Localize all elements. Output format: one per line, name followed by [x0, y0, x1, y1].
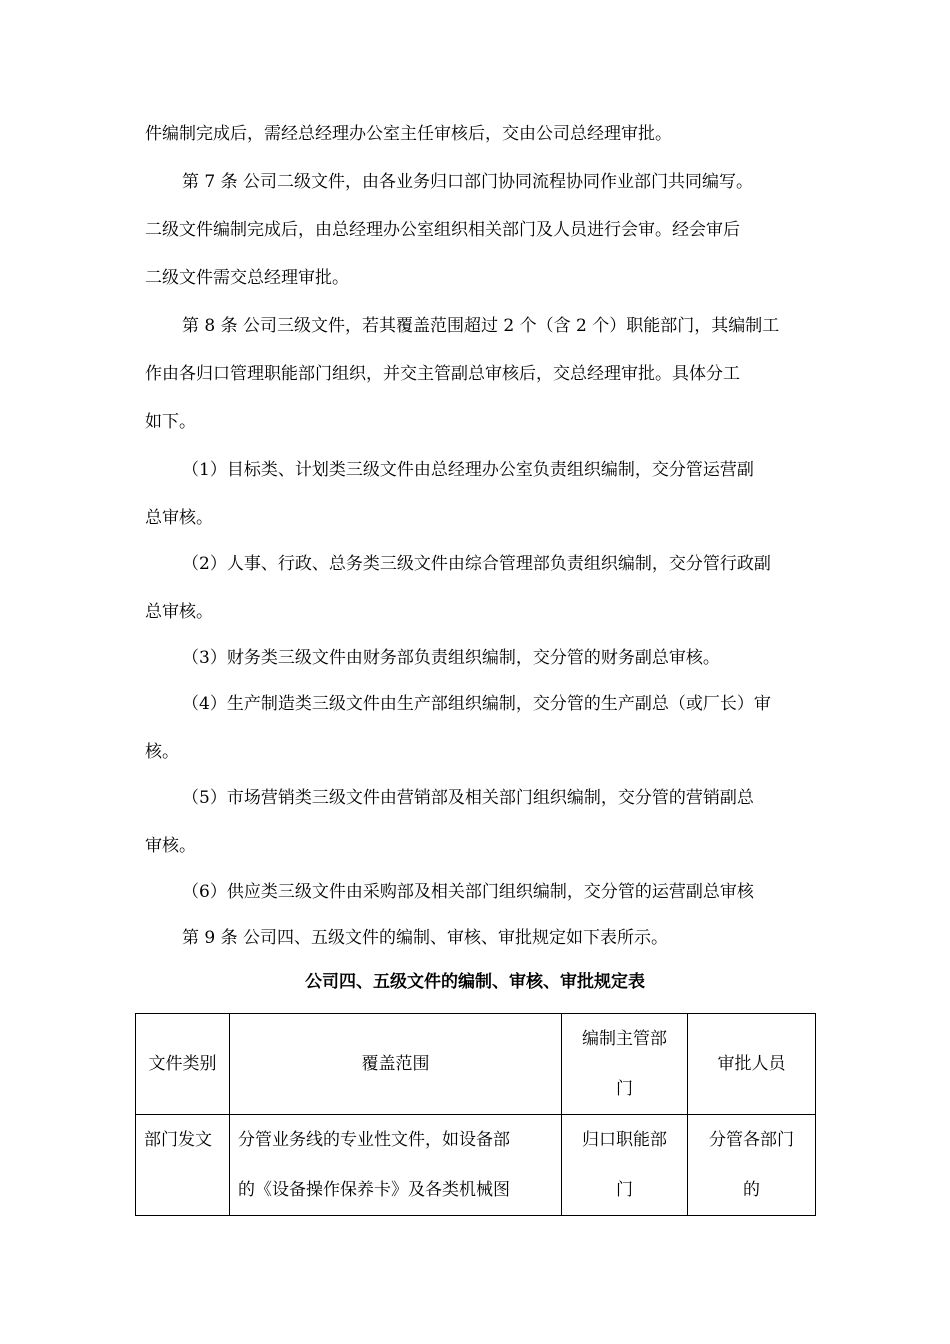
- list-item-1: （1）目标类、计划类三级文件由总经理办公室负责组织编制，交分管运营副: [182, 460, 754, 480]
- header-dept-line1: 编制主管部: [582, 1029, 667, 1049]
- header-dept-line2: 门: [616, 1079, 633, 1099]
- cell-category: 部门发文: [136, 1115, 230, 1216]
- article-8: 第 8 条 公司三级文件，若其覆盖范围超过 2 个（含 2 个）职能部门，其编制工: [182, 316, 780, 336]
- cell-approver-line1: 分管各部门: [709, 1130, 794, 1150]
- article-9: 第 9 条 公司四、五级文件的编制、审核、审批规定如下表所示。: [182, 928, 669, 948]
- table-header-row: [136, 1014, 816, 1115]
- cell-scope-line1: 分管业务线的专业性文件，如设备部: [238, 1130, 510, 1150]
- list-item-4: （4）生产制造类三级文件由生产部组织编制，交分管的生产副总（或厂长）审: [182, 694, 771, 714]
- paragraph-line: 件编制完成后，需经总经理办公室主任审核后，交由公司总经理审批。: [145, 124, 672, 144]
- regulation-table: [135, 1013, 816, 1216]
- table-title: 公司四、五级文件的编制、审核、审批规定表: [305, 972, 645, 992]
- paragraph-line: 总审核。: [145, 602, 213, 622]
- cell-approver-line2: 的: [743, 1180, 760, 1200]
- cell-approver: [688, 1115, 816, 1216]
- table-row: [136, 1115, 816, 1216]
- cell-scope-line2: 的《设备操作保养卡》及各类机械图: [238, 1180, 510, 1200]
- paragraph-line: 作由各归口管理职能部门组织，并交主管副总审核后，交总经理审批。具体分工: [145, 364, 740, 384]
- paragraph-line: 核。: [145, 742, 179, 762]
- paragraph-line: 总审核。: [145, 508, 213, 528]
- cell-scope: [230, 1115, 562, 1216]
- cell-dept: [562, 1115, 688, 1216]
- list-item-6: （6）供应类三级文件由采购部及相关部门组织编制，交分管的运营副总审核: [182, 882, 754, 902]
- paragraph-line: 二级文件需交总经理审批。: [145, 268, 349, 288]
- cell-dept-line2: 门: [616, 1180, 633, 1200]
- header-dept: [562, 1014, 688, 1115]
- header-approver: 审批人员: [688, 1014, 816, 1115]
- paragraph-line: 如下。: [145, 412, 196, 432]
- list-item-3: （3）财务类三级文件由财务部负责组织编制，交分管的财务副总审核。: [182, 648, 720, 668]
- cell-dept-line1: 归口职能部: [582, 1130, 667, 1150]
- paragraph-line: 审核。: [145, 836, 196, 856]
- header-category: 文件类别: [136, 1014, 230, 1115]
- header-scope: 覆盖范围: [230, 1014, 562, 1115]
- article-7: 第 7 条 公司二级文件，由各业务归口部门协同流程协同作业部门共同编写。: [182, 172, 754, 192]
- list-item-2: （2）人事、行政、总务类三级文件由综合管理部负责组织编制，交分管行政副: [182, 554, 771, 574]
- list-item-5: （5）市场营销类三级文件由营销部及相关部门组织编制，交分管的营销副总: [182, 788, 754, 808]
- paragraph-line: 二级文件编制完成后，由总经理办公室组织相关部门及人员进行会审。经会审后: [145, 220, 740, 240]
